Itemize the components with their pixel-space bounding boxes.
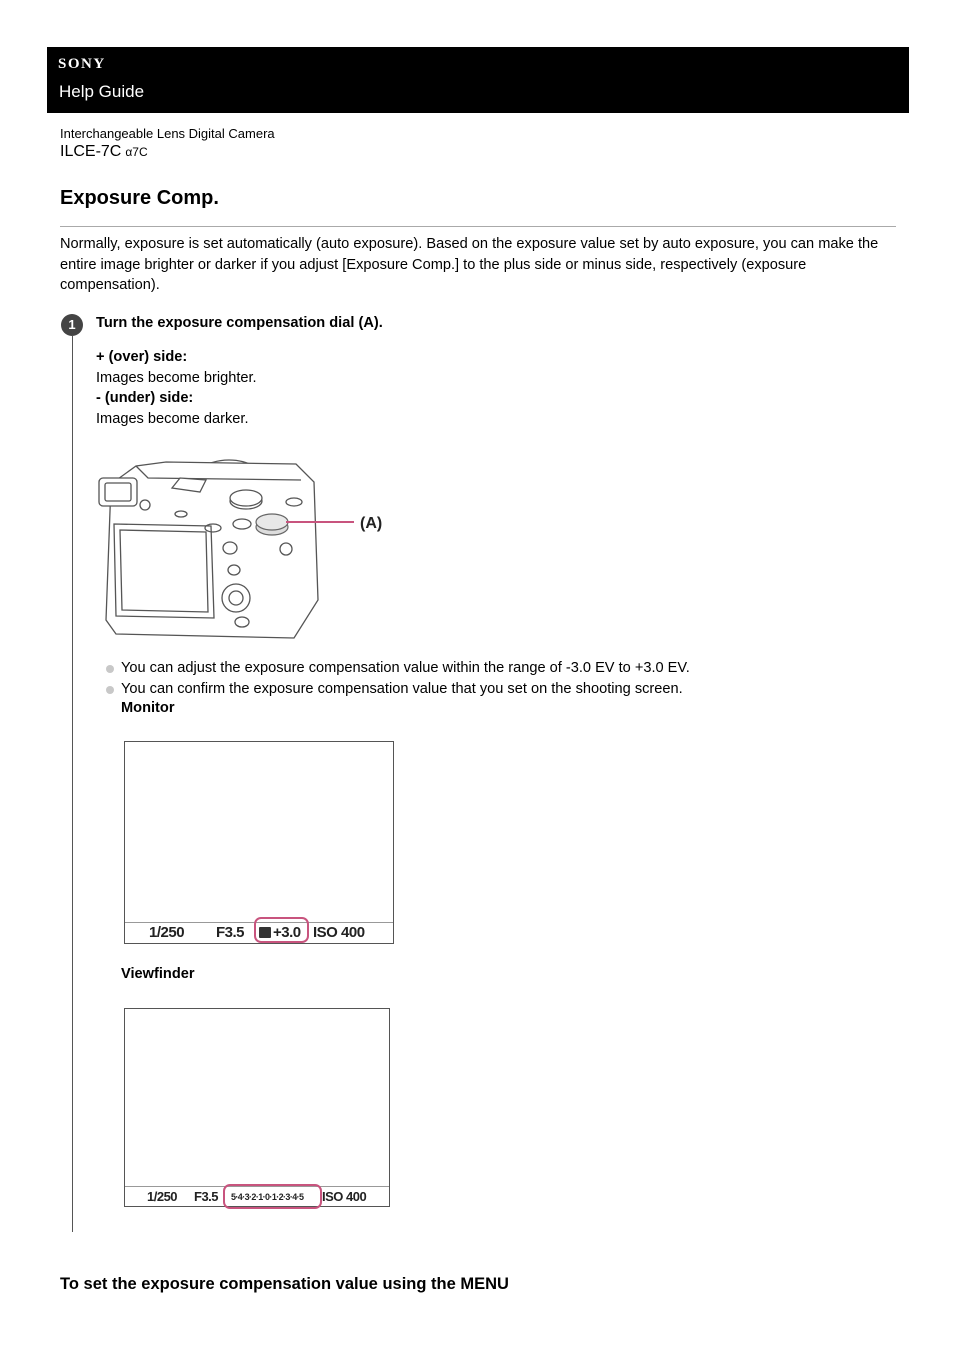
help-guide-title[interactable]: Help Guide (59, 82, 145, 101)
viewfinder-iso: ISO 400 (322, 1189, 367, 1204)
step-title: Turn the exposure compensation dial (A). (96, 315, 383, 331)
viewfinder-screen (124, 1008, 390, 1207)
minus-side-text: Images become darker. (96, 410, 249, 427)
plus-side-label: + (over) side: (96, 349, 188, 365)
monitor-iso: ISO 400 (313, 924, 365, 941)
menu-section-heading: To set the exposure compensation value using the MENU (60, 1275, 509, 1293)
note-item: You can adjust the exposure compensation value within the range of -3.0 EV to +3.0 EV. (104, 658, 690, 679)
viewfinder-ev-scale: 5·4·3·2·1·0·1·2·3·4·5 (231, 1192, 304, 1202)
monitor-shutter: 1/250 (149, 924, 185, 941)
model-number: ILCE-7C (60, 143, 122, 160)
header-bar (47, 47, 909, 113)
sony-logo: SONY (58, 56, 106, 72)
step-description (96, 347, 257, 429)
viewfinder-shutter: 1/250 (147, 1189, 178, 1204)
camera-illustration (96, 452, 396, 644)
product-type: Interchangeable Lens Digital Camera (60, 126, 275, 141)
model-name (60, 143, 148, 161)
dial-callout-label: (A) (360, 515, 383, 532)
viewfinder-aperture: F3.5 (194, 1189, 219, 1204)
viewfinder-label: Viewfinder (121, 966, 195, 982)
minus-side-label: - (under) side: (96, 390, 194, 406)
step-number-badge: 1 (61, 314, 83, 336)
step-connector-line (72, 336, 73, 1232)
plus-side-text: Images become brighter. (96, 369, 257, 386)
monitor-ev-value: +3.0 (273, 924, 301, 941)
viewfinder-ev-highlight (223, 1184, 322, 1209)
monitor-aperture: F3.5 (216, 924, 245, 941)
title-divider (60, 226, 896, 227)
monitor-ev-highlight (254, 917, 309, 943)
model-alias: α7C (125, 145, 148, 159)
notes-list (104, 658, 690, 699)
intro-paragraph: Normally, exposure is set automatically (auto exposure). Based on the exposure value set by auto exposure, you can make the entire image brighter or darker if you adjust [Exposure Comp.] to the plus side or minus side, respectively (exposure compensation). (60, 236, 879, 293)
note-item: You can confirm the exposure compensation value that you set on the shooting screen. (104, 679, 690, 700)
monitor-screen (124, 741, 394, 944)
monitor-label: Monitor (121, 700, 175, 716)
page-title: Exposure Comp. (60, 187, 219, 209)
